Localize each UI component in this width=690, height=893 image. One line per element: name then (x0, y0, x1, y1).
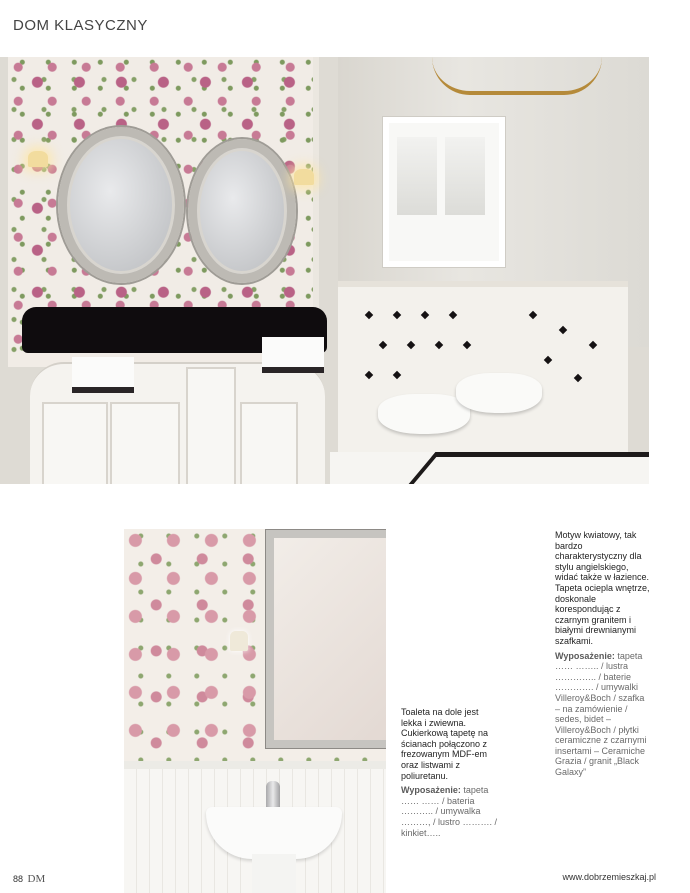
website-link[interactable]: www.dobrzemieszkaj.pl (562, 872, 656, 882)
vanity-door (240, 402, 298, 484)
rectangular-mirror (266, 530, 386, 748)
wall-cabinet (383, 117, 505, 267)
equipment-label: Wyposażenie: (401, 785, 461, 796)
page-folio (13, 873, 45, 885)
cabinet-pane (445, 137, 485, 215)
vanity-door (110, 402, 180, 484)
wall-sconce (28, 151, 48, 167)
toilet (456, 373, 542, 413)
hand-towel (262, 337, 324, 373)
chandelier (432, 57, 602, 95)
wall-lamp (230, 631, 248, 651)
powder-room-photo (124, 529, 386, 893)
basin-pedestal (252, 854, 296, 893)
floor-border (404, 452, 649, 484)
oval-mirror-right (188, 139, 296, 283)
magazine-logo: DM (27, 873, 46, 885)
caption-lead: Toaleta na dole jest lekka i zwiewna. Cukierkową tapetę na ścianach połączono z frezowanym MDF-em oraz listwami z poliuretanu. (401, 707, 489, 781)
section-title: DOM KLASYCZNY (13, 17, 148, 34)
caption-main-photo (555, 530, 651, 778)
wall-sconce (294, 169, 314, 185)
equipment-list (401, 785, 497, 838)
vanity-door (42, 402, 108, 484)
hand-towel (72, 357, 134, 393)
equipment-text: tapeta …… …….. / lustra ………….. / baterie …………. / umywalki Villeroy&Boch / szafka – na zamówienie / sedes, bidet – Villeroy&Boch / płytki ceramiczne z czarnymi insertami – Ceramiche Grazia / granit „Black Galaxy” (555, 650, 647, 778)
page-number: 88 (13, 874, 24, 884)
tiled-wainscot (338, 281, 628, 457)
vanity-drawers (186, 367, 236, 484)
main-bathroom-photo (0, 57, 649, 484)
washbasin (206, 807, 342, 859)
equipment-list (555, 651, 651, 778)
cabinet-pane (397, 137, 437, 215)
caption-small-photo (401, 707, 497, 838)
equipment-text: tapeta …… …… / bateria ……….. / umywalka ………, / lustro ………. / kinkiet….. (401, 785, 498, 838)
equipment-label: Wyposażenie: (555, 650, 615, 661)
oval-mirror-left (58, 127, 184, 283)
bidet (378, 394, 470, 434)
caption-lead: Motyw kwiatowy, tak bardzo charakterystyczny dla stylu angielskiego, widać także w łazience. Tapeta ociepla wnętrze, doskonale korespondując z czarnym granitem i białymi drewnianymi szafkami. (555, 530, 650, 646)
